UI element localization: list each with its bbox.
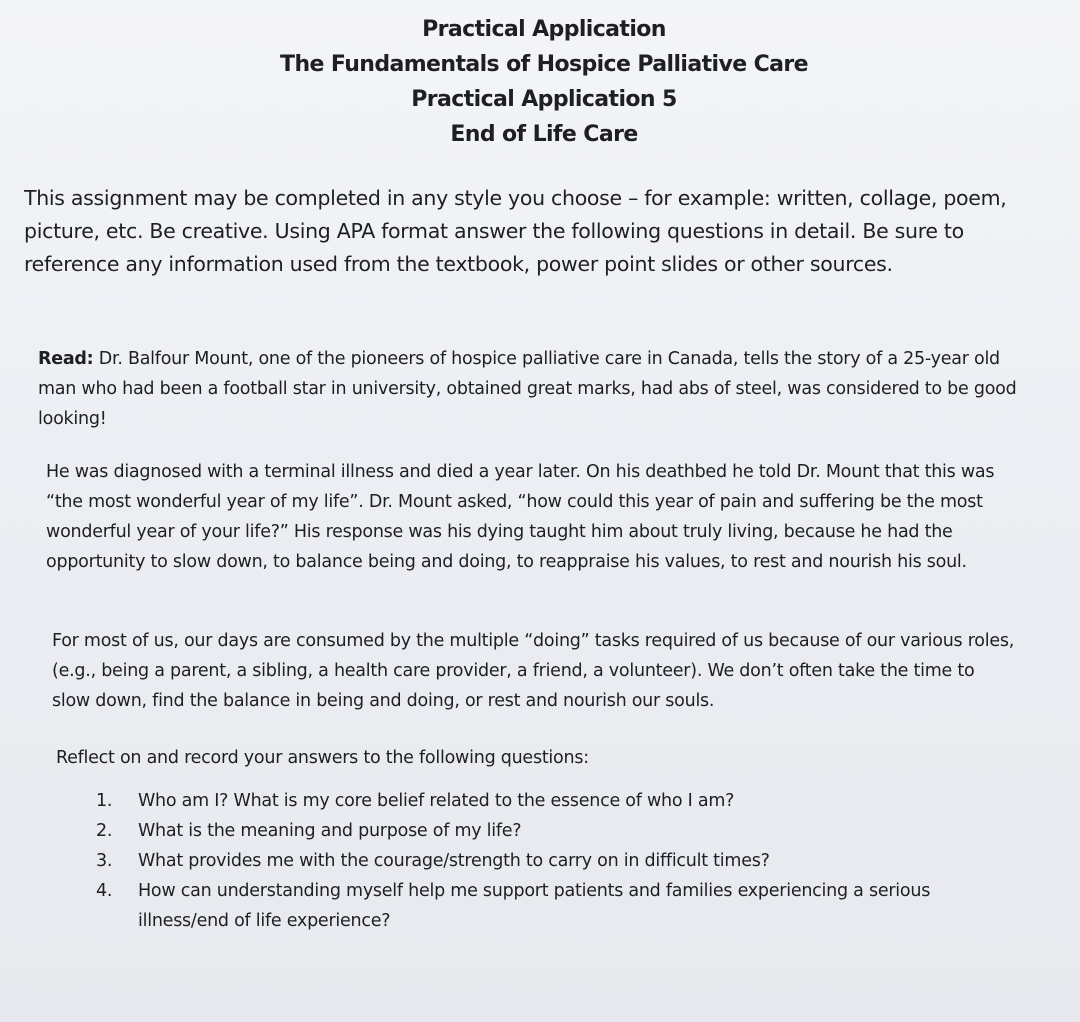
question-text: What provides me with the courage/strength to carry on in difficult times?	[138, 851, 770, 871]
question-number: 4.	[96, 881, 113, 901]
document-header	[0, 12, 1080, 152]
question-text: Who am I? What is my core belief related to the essence of who I am?	[138, 791, 735, 811]
assignment-number: Practical Application 5	[411, 87, 677, 112]
reflection-prompt: Reflect on and record your answers to the following questions:	[56, 748, 589, 768]
question-number: 1.	[96, 791, 113, 811]
doing-paragraph: For most of us, our days are consumed by the multiple “doing” tasks required of us because of our various roles, (e.g., being a parent, a sibling, a health care provider, a friend, a volunteer). We don’t often take the time to slow down, find the balance in being and doing, or rest and nourish our souls.	[52, 631, 1015, 711]
list-item	[96, 846, 1011, 876]
assignment-instructions: This assignment may be completed in any style you choose – for example: written, collage, poem, picture, etc. Be creative. Using APA format answer the following questions in detail. Be sure to reference any information used from the textbook, power point slides or other sources.	[24, 186, 1007, 276]
read-paragraph	[38, 344, 1023, 434]
question-list	[96, 786, 1011, 936]
read-text: Dr. Balfour Mount, one of the pioneers of hospice palliative care in Canada, tells the story of a 25-year old man who had been a football star in university, obtained great marks, had abs of steel, was considered to be good looking!	[38, 349, 1017, 429]
course-title: The Fundamentals of Hospice Palliative Care	[280, 52, 808, 77]
read-label: Read:	[38, 349, 94, 369]
question-number: 2.	[96, 821, 113, 841]
question-text: What is the meaning and purpose of my life?	[138, 821, 522, 841]
question-text: How can understanding myself help me support patients and families experiencing a serious illness/end of life experience?	[138, 881, 931, 931]
list-item	[96, 786, 1011, 816]
assignment-topic: End of Life Care	[450, 122, 638, 147]
list-item	[96, 876, 1011, 936]
course-label: Practical Application	[422, 17, 666, 42]
story-paragraph: He was diagnosed with a terminal illness and died a year later. On his deathbed he told Dr. Mount that this was “the most wonderful year of my life”. Dr. Mount asked, “how could this year of pain and suffering be the most wonderful year of your life?” His response was his dying taught him about truly living, because he had the opportunity to slow down, to balance being and doing, to reappraise his values, to rest and nourish his soul.	[46, 462, 995, 572]
list-item	[96, 816, 1011, 846]
question-number: 3.	[96, 851, 113, 871]
